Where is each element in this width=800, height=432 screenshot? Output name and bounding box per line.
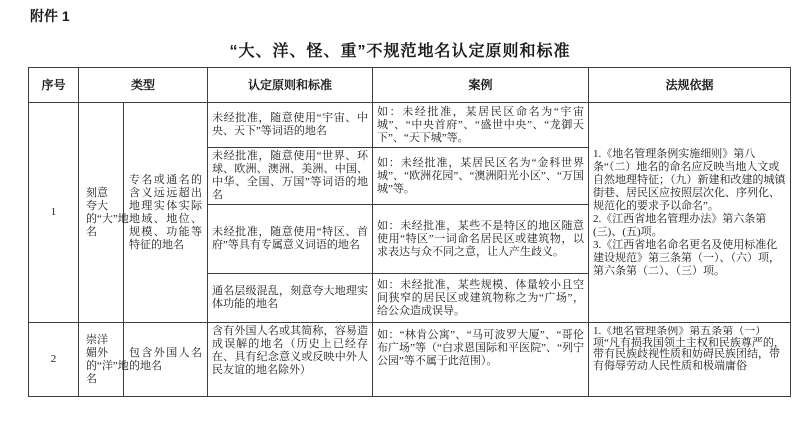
type-main-cell: 刻意夸大的“大”地名 <box>79 103 124 323</box>
rules-table <box>28 67 791 397</box>
legal-basis-cell <box>589 103 791 323</box>
column-header-legal: 法规依据 <box>589 68 791 103</box>
table-row <box>29 323 791 397</box>
principle-cell: 通名层级混乱，刻意夸大地理实体功能的地名 <box>208 274 373 323</box>
type-main-cell: 崇洋媚外的“洋”地名 <box>79 323 124 397</box>
case-cell: 如：未经批准，某居民区名为“金科世界城”、“欧洲花园”、“澳洲阳光小区”、“万国城”等。 <box>373 148 589 205</box>
column-header-case: 案例 <box>373 68 589 103</box>
column-header-type: 类型 <box>79 68 208 103</box>
table-header-row <box>29 68 791 103</box>
principle-text: 含有外国人名或其简称，容易造成误解的地名（历史上已经存在、具有纪念意义或反映中外人民友谊的地名除外） <box>212 325 369 376</box>
legal-basis-item: 3.《江西省地名命名更名及使用标准化建设规范》第三条第（一）、（六）项，第六条第（二）、（三）项。 <box>593 238 781 277</box>
row-index: 2 <box>29 323 79 397</box>
legal-basis-cell <box>589 323 791 397</box>
case-cell: 如：未经批准，某些规模、体量较小且空间狭窄的居民区或建筑物称之为“广场”，给公众造成误导。 <box>373 274 589 323</box>
case-cell: 如：未经批准，某些不是特区的地区随意使用“特区”一词命名居民区或建筑物，以求表达与众不同之意，让人产生歧义。 <box>373 205 589 274</box>
principle-cell: 未经批准，随意使用“特区、首府”等具有专属意义词语的地名 <box>208 205 373 274</box>
legal-basis-item: 1.《地名管理条例》第五条第（一）项“凡有损我国领土主权和民族尊严的，带有民族歧视性质和妨碍民族团结，带有侮辱劳动人民性质和极端庸俗 <box>593 326 785 372</box>
legal-basis-item: 1.《地名管理条例实施细则》第八条“（二）地名的命名应反映当地人文或自然地理特征；（九）新建和改建的城镇街巷、居民区应按照层次化、序列化、规范化的要求予以命名”。 <box>593 147 786 212</box>
attachment-label: 附件 1 <box>30 8 70 24</box>
case-cell <box>373 323 589 397</box>
table-row <box>29 103 791 148</box>
column-header-index: 序号 <box>29 68 79 103</box>
page-title: “大、洋、怪、重”不规范地名认定原则和标准 <box>229 43 571 60</box>
principle-cell: 未经批准，随意使用“宇宙、中央、天下”等词语的地名 <box>208 103 373 148</box>
row-index: 1 <box>29 103 79 323</box>
case-text: 如：“林肯公寓”、“马可波罗大厦”、“哥伦布广场”等（“白求恩国际和平医院”、“列宁公园”等不属于此范围）。 <box>377 329 585 367</box>
type-sub-cell: 专名或通名的含义远远超出地理实体实际地域、地位、规模、功能等特征的地名 <box>124 103 208 323</box>
column-header-principle: 认定原则和标准 <box>208 68 373 103</box>
case-cell: 如：未经批准，某居民区命名为“宇宙城”、“中央首府”、“盛世中央”、“龙御天下”、“天下城”等。 <box>373 103 589 148</box>
type-sub-cell: 包含外国人名的地名 <box>124 323 208 397</box>
legal-basis-item: 2.《江西省地名管理办法》第六条第(三)、(五)项。 <box>593 212 767 238</box>
principle-cell: 未经批准，随意使用“世界、环球、欧洲、澳洲、美洲、中国、中华、全国、万国”等词语的地名 <box>208 148 373 205</box>
principle-cell <box>208 323 373 397</box>
